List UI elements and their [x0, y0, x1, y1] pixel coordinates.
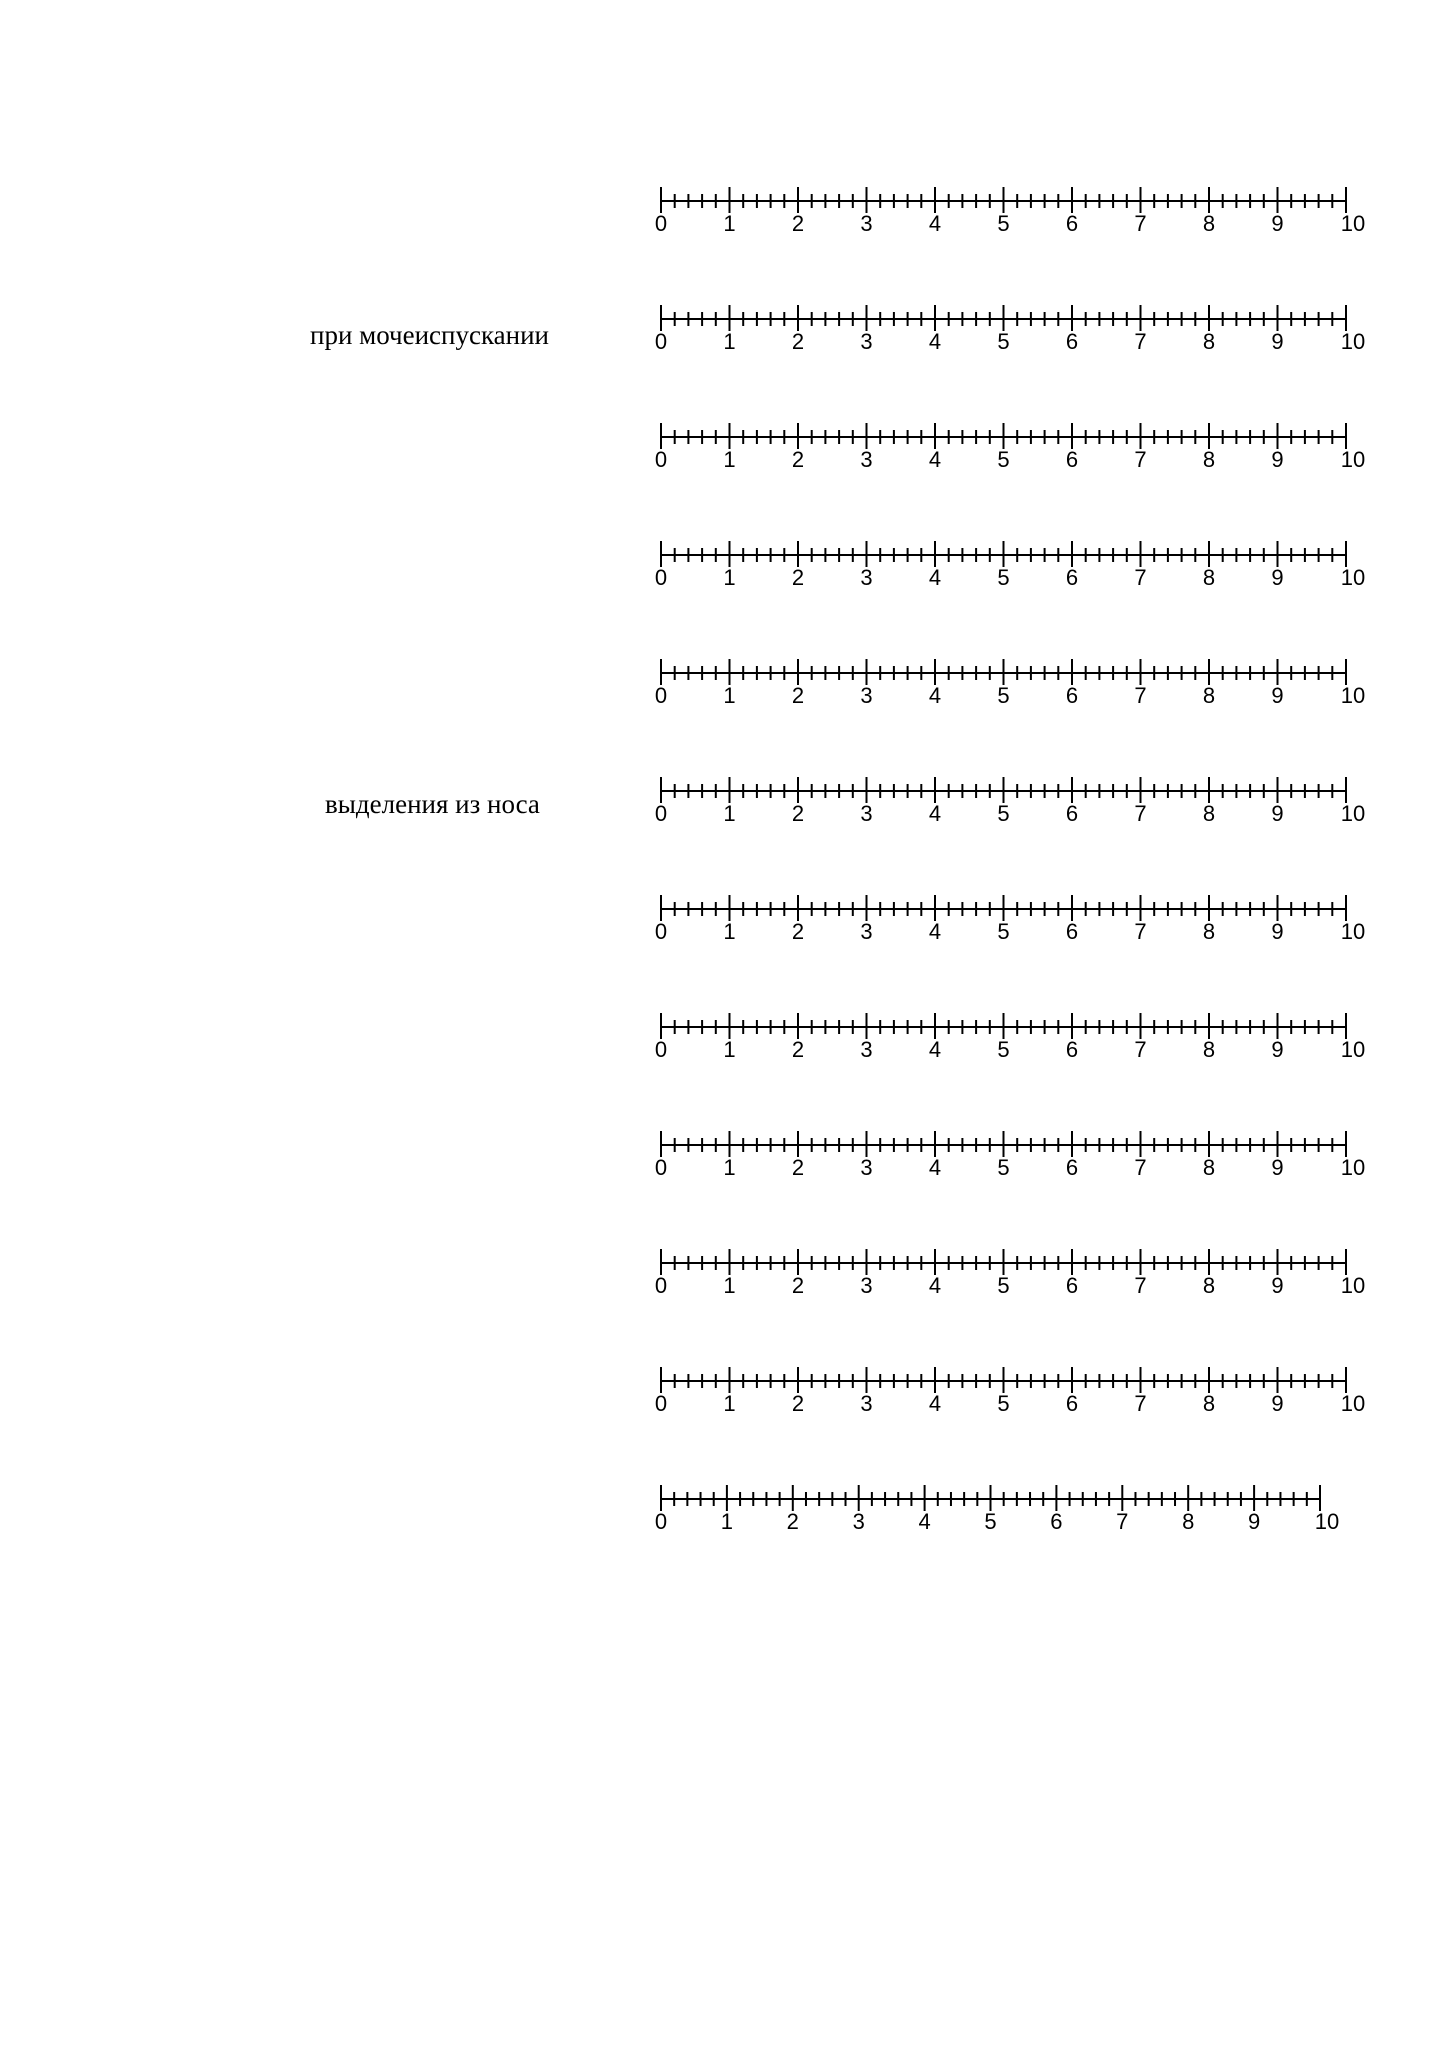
tick-label: 0: [654, 683, 668, 708]
tick-label: 0: [654, 1155, 668, 1180]
tick-label: 2: [791, 211, 805, 236]
tick-label: 9: [1271, 329, 1284, 354]
tick-label: 8: [1202, 801, 1216, 826]
tick-label: 2: [791, 801, 805, 826]
tick-label: 9: [1271, 1391, 1284, 1416]
tick-label: 6: [1065, 919, 1079, 944]
tick-label: 7: [1134, 211, 1147, 236]
rating-scale[interactable]: [655, 423, 1365, 472]
tick-label: 0: [654, 919, 668, 944]
tick-label: 10: [1340, 1391, 1366, 1416]
tick-label: 2: [791, 1273, 805, 1298]
tick-label: 5: [997, 801, 1010, 826]
rating-scale[interactable]: [655, 305, 1365, 354]
tick-label: 10: [1340, 919, 1366, 944]
tick-label: 6: [1065, 1391, 1079, 1416]
tick-label: 4: [928, 565, 942, 590]
tick-label: 9: [1271, 683, 1284, 708]
tick-label: 2: [791, 683, 805, 708]
tick-label: 8: [1202, 447, 1216, 472]
tick-label: 4: [928, 1391, 942, 1416]
tick-label: 0: [654, 1391, 668, 1416]
tick-label: 8: [1202, 683, 1216, 708]
rating-scale[interactable]: [655, 1367, 1365, 1416]
tick-label: 1: [720, 1509, 734, 1534]
tick-label: 6: [1065, 1155, 1079, 1180]
label-urination: при мочеиспускании: [310, 320, 550, 350]
tick-label: 7: [1134, 1273, 1147, 1298]
rating-scale[interactable]: [655, 659, 1365, 708]
tick-label: 7: [1134, 801, 1147, 826]
tick-label: 8: [1202, 1155, 1216, 1180]
tick-label: 2: [791, 329, 805, 354]
tick-label: 6: [1065, 1273, 1079, 1298]
tick-label: 0: [654, 801, 668, 826]
tick-label: 4: [918, 1509, 931, 1534]
tick-label: 4: [928, 329, 942, 354]
tick-label: 10: [1340, 1273, 1366, 1298]
tick-label: 0: [654, 1509, 668, 1534]
tick-label: 5: [997, 1155, 1010, 1180]
tick-label: 10: [1340, 1037, 1366, 1062]
tick-label: 1: [723, 1155, 736, 1180]
tick-label: 5: [997, 211, 1010, 236]
rating-scale[interactable]: [655, 1013, 1365, 1062]
tick-label: 3: [860, 565, 873, 590]
tick-label: 2: [791, 1391, 805, 1416]
tick-label: 9: [1247, 1509, 1261, 1534]
tick-label: 1: [723, 683, 736, 708]
tick-label: 5: [997, 1273, 1010, 1298]
tick-label: 10: [1340, 1155, 1366, 1180]
tick-label: 5: [997, 565, 1010, 590]
tick-label: 5: [997, 447, 1010, 472]
tick-label: 1: [723, 447, 736, 472]
tick-label: 6: [1065, 447, 1079, 472]
tick-label: 3: [860, 1391, 873, 1416]
tick-label: 9: [1271, 565, 1284, 590]
tick-label: 8: [1202, 211, 1216, 236]
tick-label: 4: [928, 211, 942, 236]
tick-label: 9: [1271, 1155, 1284, 1180]
tick-label: 1: [723, 1037, 736, 1062]
tick-label: 0: [654, 447, 668, 472]
tick-label: 2: [791, 447, 805, 472]
tick-label: 5: [997, 1391, 1010, 1416]
tick-label: 3: [860, 919, 873, 944]
tick-label: 8: [1202, 329, 1216, 354]
tick-label: 9: [1271, 211, 1284, 236]
tick-label: 2: [791, 565, 805, 590]
tick-label: 4: [928, 801, 942, 826]
tick-label: 6: [1065, 211, 1079, 236]
tick-label: 0: [654, 1273, 668, 1298]
rating-scale[interactable]: [655, 1131, 1365, 1180]
tick-label: 4: [928, 1037, 942, 1062]
tick-label: 1: [723, 1391, 736, 1416]
rating-scale[interactable]: [655, 1485, 1339, 1534]
tick-label: 7: [1134, 447, 1147, 472]
tick-label: 9: [1271, 1273, 1284, 1298]
rating-scale[interactable]: [655, 187, 1365, 236]
rating-scale[interactable]: [655, 1249, 1365, 1298]
tick-label: 8: [1202, 919, 1216, 944]
tick-label: 2: [791, 1155, 805, 1180]
tick-label: 5: [997, 919, 1010, 944]
tick-label: 6: [1065, 1037, 1079, 1062]
tick-label: 4: [928, 919, 942, 944]
tick-label: 7: [1134, 683, 1147, 708]
tick-label: 5: [997, 683, 1010, 708]
tick-label: 3: [860, 801, 873, 826]
tick-label: 7: [1134, 1155, 1147, 1180]
tick-label: 7: [1134, 919, 1147, 944]
tick-label: 6: [1065, 683, 1079, 708]
tick-label: 4: [928, 683, 942, 708]
tick-label: 10: [1340, 447, 1366, 472]
tick-label: 3: [860, 683, 873, 708]
tick-label: 6: [1065, 329, 1079, 354]
rating-scale[interactable]: [655, 777, 1365, 826]
tick-label: 1: [723, 565, 736, 590]
tick-label: 1: [723, 329, 736, 354]
tick-label: 8: [1182, 1509, 1195, 1534]
tick-label: 10: [1340, 565, 1366, 590]
tick-label: 7: [1116, 1509, 1129, 1534]
tick-label: 0: [654, 211, 668, 236]
tick-label: 10: [1340, 211, 1366, 236]
tick-label: 9: [1271, 919, 1284, 944]
tick-label: 7: [1134, 329, 1147, 354]
label-nasal-discharge: выделения из носа: [325, 789, 540, 819]
tick-label: 0: [654, 1037, 668, 1062]
tick-label: 3: [860, 447, 873, 472]
tick-label: 3: [860, 329, 873, 354]
tick-label: 5: [997, 1037, 1010, 1062]
tick-label: 1: [723, 801, 736, 826]
tick-label: 7: [1134, 565, 1147, 590]
tick-label: 2: [786, 1509, 799, 1534]
tick-label: 9: [1271, 1037, 1284, 1062]
tick-label: 4: [928, 1273, 942, 1298]
tick-label: 4: [928, 447, 942, 472]
tick-label: 9: [1271, 801, 1284, 826]
tick-label: 8: [1202, 565, 1216, 590]
tick-label: 10: [1340, 329, 1366, 354]
tick-label: 10: [1314, 1509, 1340, 1534]
tick-label: 10: [1340, 683, 1366, 708]
tick-label: 3: [860, 1273, 873, 1298]
tick-label: 7: [1134, 1037, 1147, 1062]
tick-label: 10: [1340, 801, 1366, 826]
tick-label: 4: [928, 1155, 942, 1180]
tick-label: 5: [997, 329, 1010, 354]
tick-label: 3: [860, 211, 873, 236]
tick-label: 3: [852, 1509, 865, 1534]
tick-label: 1: [723, 211, 736, 236]
tick-label: 3: [860, 1155, 873, 1180]
tick-label: 5: [984, 1509, 997, 1534]
tick-label: 8: [1202, 1037, 1216, 1062]
tick-label: 8: [1202, 1391, 1216, 1416]
tick-label: 1: [723, 919, 736, 944]
tick-label: 3: [860, 1037, 873, 1062]
tick-label: 2: [791, 1037, 805, 1062]
tick-label: 0: [654, 565, 668, 590]
tick-label: 0: [654, 329, 668, 354]
rating-scale[interactable]: [655, 895, 1365, 944]
rating-scale[interactable]: [655, 541, 1365, 590]
tick-label: 6: [1050, 1509, 1063, 1534]
tick-label: 7: [1134, 1391, 1147, 1416]
tick-label: 8: [1202, 1273, 1216, 1298]
tick-label: 1: [723, 1273, 736, 1298]
tick-label: 6: [1065, 565, 1079, 590]
tick-label: 2: [791, 919, 805, 944]
tick-label: 9: [1271, 447, 1284, 472]
tick-label: 6: [1065, 801, 1079, 826]
